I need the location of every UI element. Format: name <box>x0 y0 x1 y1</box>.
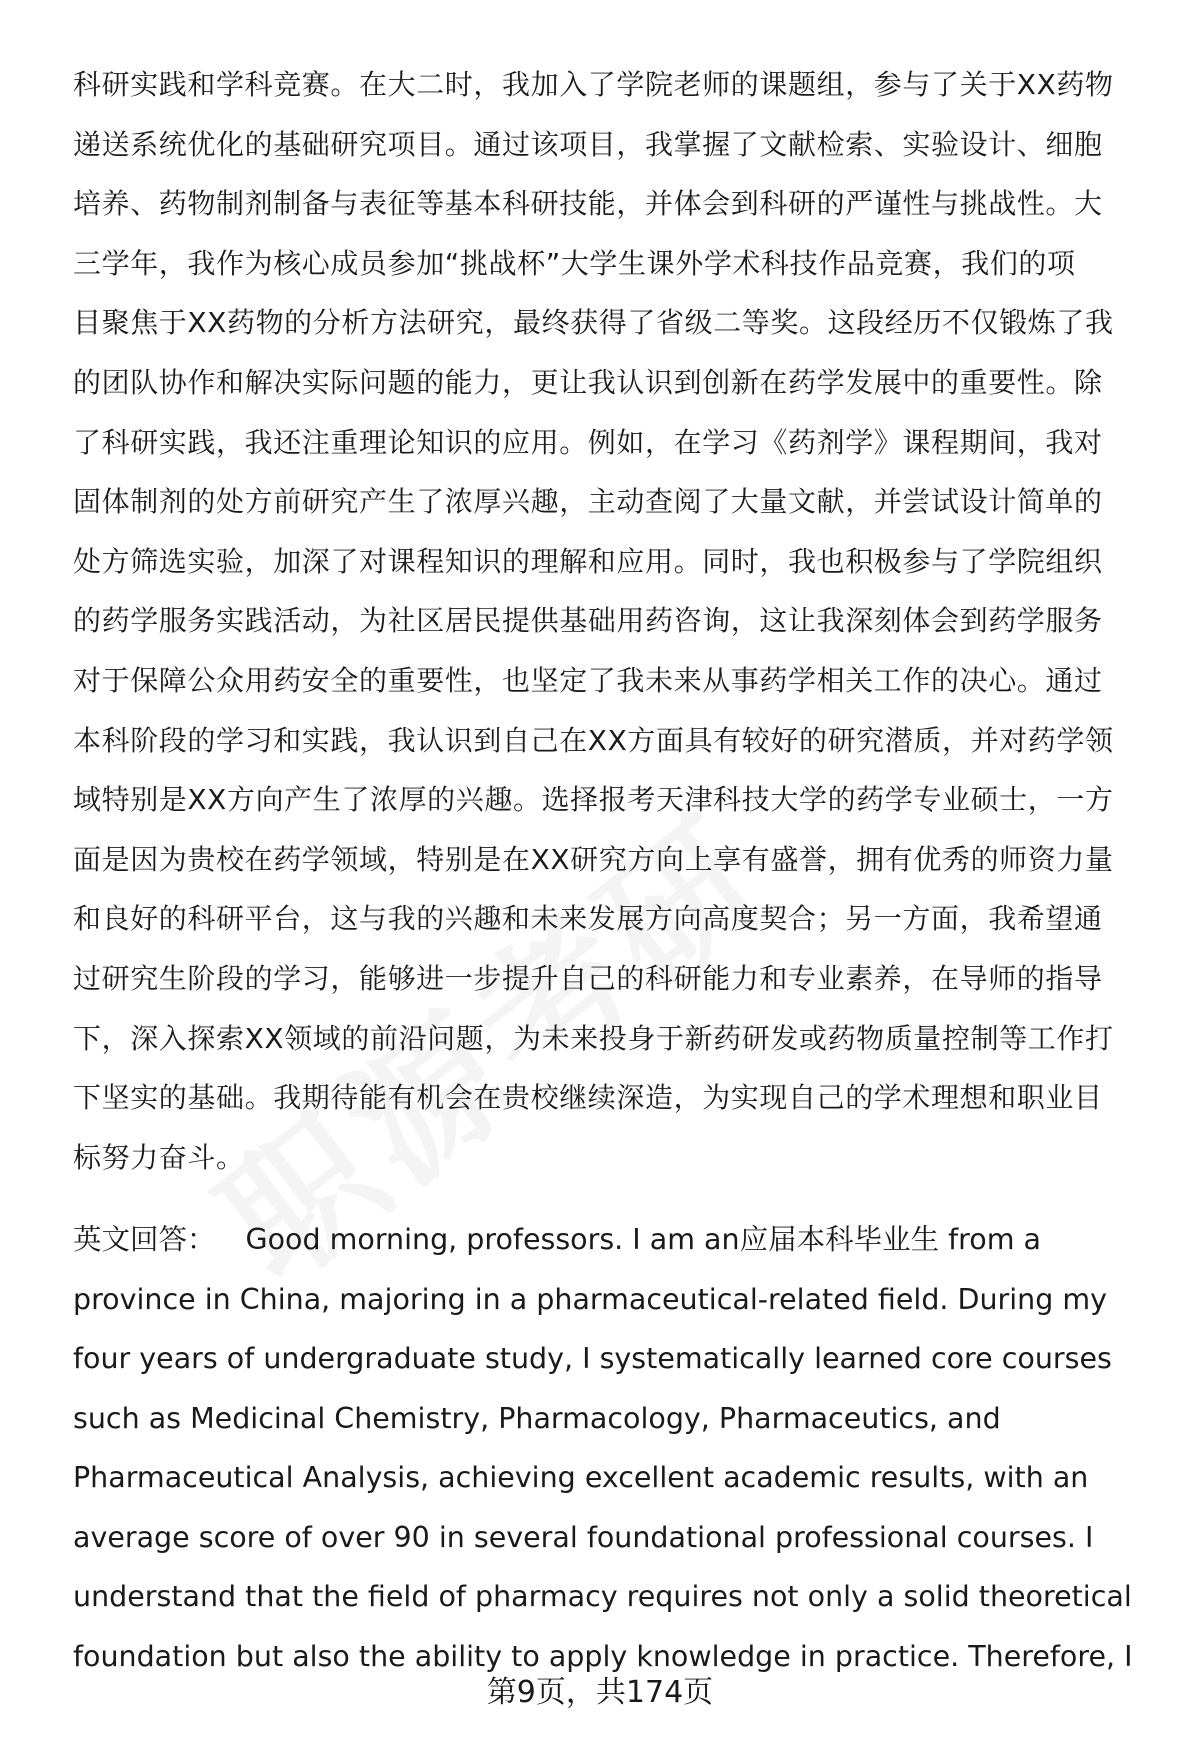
text-line: 科研实践和学科竞赛。在大二时，我加入了学院老师的课题组，参与了关于XX药物 <box>73 68 1114 101</box>
text-line: Pharmaceutical Analysis, achieving excellent academic results, with an <box>73 1461 1089 1494</box>
text-line: 标努力奋斗。 <box>73 1140 245 1174</box>
text-line: understand that the field of pharmacy requires not only a solid theoretical <box>73 1580 1132 1613</box>
english-answer-label: 英文回答： <box>73 1223 216 1256</box>
text-line: 的团队协作和解决实际问题的能力，更让我认识到创新在药学发展中的重要性。除 <box>73 365 1103 399</box>
text-line: four years of undergraduate study, I systematically learned core courses <box>73 1342 1112 1375</box>
text-line: province in China, majoring in a pharmaceutical-related field. During my <box>73 1282 1108 1316</box>
text-line: 处方筛选实验，加深了对课程知识的理解和应用。同时，我也积极参与了学院组织 <box>73 544 1103 578</box>
text-line: average score of over 90 in several foundational professional courses. I <box>73 1520 1094 1554</box>
text-line: 培养、药物制剂制备与表征等基本科研技能，并体会到科研的严谨性与挑战性。大 <box>73 187 1103 221</box>
text-line: 递送系统优化的基础研究项目。通过该项目，我掌握了文献检索、实验设计、细胞 <box>73 127 1103 161</box>
text-line: 过研究生阶段的学习，能够进一步提升自己的科研能力和专业素养，在导师的指导 <box>73 961 1103 995</box>
text-line: 本科阶段的学习和实践，我认识到自己在XX方面具有较好的研究潜质，并对药学领 <box>73 723 1114 757</box>
text-line: 对于保障公众用药安全的重要性，也坚定了我未来从事药学相关工作的决心。通过 <box>73 663 1103 697</box>
text-line: 了科研实践，我还注重理论知识的应用。例如，在学习《药剂学》课程期间，我对 <box>73 425 1103 459</box>
english-answer-first-line: Good morning, professors. I am an应届本科毕业生 from a <box>245 1223 1041 1256</box>
text-line: 固体制剂的处方前研究产生了浓厚兴趣，主动查阅了大量文献，并尝试设计简单的 <box>73 485 1103 519</box>
text-line: 目聚焦于XX药物的分析方法研究，最终获得了省级二等奖。这段经历不仅锻炼了我 <box>73 306 1114 340</box>
text-line <box>73 1210 1143 1270</box>
text-line: 和良好的科研平台，这与我的兴趣和未来发展方向高度契合；另一方面，我希望通 <box>73 902 1103 936</box>
text-line: 下坚实的基础。我期待能有机会在贵校继续深造，为实现自己的学术理想和职业目 <box>73 1081 1103 1115</box>
text-line: 域特别是XX方向产生了浓厚的兴趣。选择报考天津科技大学的药学专业硕士，一方 <box>73 783 1114 817</box>
text-line: such as Medicinal Chemistry, Pharmacology, Pharmaceutics, and <box>73 1401 1001 1435</box>
text-line: 下，深入探索XX领域的前沿问题，为未来投身于新药研发或药物质量控制等工作打 <box>73 1021 1114 1055</box>
text-line: foundation but also the ability to apply knowledge in practice. Therefore, I <box>73 1639 1133 1673</box>
text-line: 三学年，我作为核心成员参加“挑战杯”大学生课外学术科技作品竞赛，我们的项 <box>73 246 1076 280</box>
text-line: 面是因为贵校在药学领域，特别是在XX研究方向上享有盛誉，拥有优秀的师资力量 <box>73 842 1114 876</box>
chinese-paragraph <box>73 55 1143 1187</box>
english-answer <box>73 1210 1143 1686</box>
page-number: 第9页，共174页 <box>486 1675 714 1710</box>
text-line: 的药学服务实践活动，为社区居民提供基础用药咨询，这让我深刻体会到药学服务 <box>73 604 1103 638</box>
